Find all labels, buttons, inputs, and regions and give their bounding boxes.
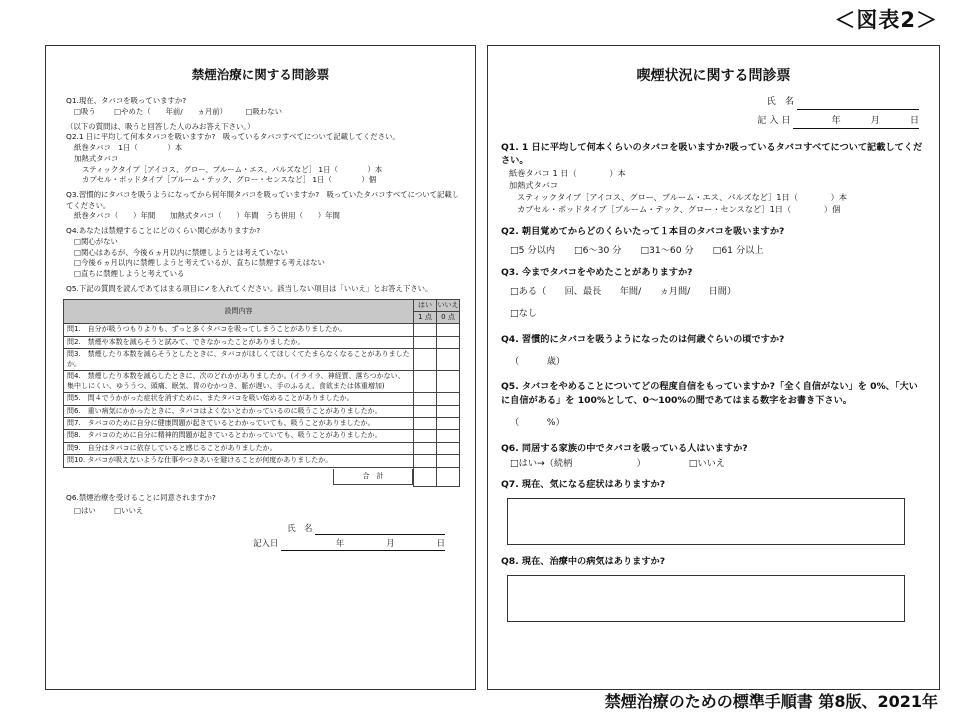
table-row: [64, 442, 460, 454]
question-text: Q4.あなたは禁煙することにどのくらい関心がありますか?: [66, 226, 261, 236]
answer-line[interactable]: カプセル・ポッドタイプ［プルーム・テック、グロー・センスなど］1日（ ）個: [517, 203, 841, 214]
question-6-text: Q6. 同居する家族の中でタバコを吸っている人はいますか?: [501, 442, 748, 454]
footer-citation: 禁煙治療のための標準手順書 第8版、2021年: [604, 692, 938, 711]
option[interactable]: □直ちに禁煙しようと考えている: [74, 269, 185, 279]
question-cell: 問3. 禁煙したり本数を減らそうとしたときに、タバコがほしくてほしくてたまらなくなることがありましたか。: [64, 349, 414, 371]
question-3: [66, 190, 463, 222]
answer-line[interactable]: カプセル・ポッドタイプ［プルーム・テック、グロー・センスなど］ 1日（ ）個: [82, 175, 377, 185]
question-text: Q3.習慣的にタバコを吸うようになってから何年間タバコを吸っていますか? 吸っていたタバコすべてについて記載してください。: [66, 190, 460, 210]
yes-checkbox-cell[interactable]: [414, 455, 437, 467]
date-field[interactable]: [281, 537, 445, 550]
yes-checkbox-cell[interactable]: [414, 349, 437, 371]
option[interactable]: □6～30 分: [573, 244, 622, 256]
question-4-text: Q4. 習慣的にタバコを吸うようになったのは何歳ぐらいの頃ですか?: [501, 333, 785, 345]
question-1-answers: [501, 168, 925, 216]
question-cell: 問9. 自分はタバコに依存していると感じることがありましたか。: [64, 442, 414, 454]
current-illness-textarea[interactable]: [507, 575, 905, 622]
table-row: [64, 371, 460, 393]
question-2-answers: [501, 244, 925, 258]
yes-checkbox-cell[interactable]: [414, 442, 437, 454]
signature-block: [501, 95, 925, 129]
yes-checkbox-cell[interactable]: [414, 336, 437, 348]
age-field[interactable]: （ 歳）: [510, 355, 566, 367]
question-cell: 問5. 問４でうかがった症状を消すために、またタバコを吸い始めることがありましたか。: [64, 393, 414, 405]
question-2-text: Q2. 朝目覚めてからどのくらいたって１本目のタバコを吸いますか?: [501, 225, 785, 237]
no-checkbox-cell[interactable]: [437, 371, 460, 393]
no-checkbox-cell[interactable]: [437, 455, 460, 467]
option-yes[interactable]: □はい→（続柄 ）: [510, 457, 646, 469]
yes-checkbox-cell[interactable]: [414, 430, 437, 442]
question-7-text: Q7. 現在、気になる症状はありますか?: [501, 479, 666, 491]
question-cell: 問2. 禁煙や本数を減らそうと試みて、できなかったことがありましたか。: [64, 336, 414, 348]
smoking-status-questionnaire: [487, 45, 940, 690]
no-checkbox-cell[interactable]: [437, 393, 460, 405]
option[interactable]: □関心はあるが、今後６ヵ月以内に禁煙しようとは考えていない: [74, 247, 288, 257]
answer-line: 加熱式タバコ: [74, 153, 119, 163]
page-title: 喫煙状況に関する問診票: [636, 68, 791, 84]
question-3-text: Q3. 今までタバコをやめたことがありますか?: [501, 267, 693, 279]
yes-points: 1 点: [414, 312, 437, 324]
answer-line[interactable]: 紙巻タバコ 1 日（ ）本: [509, 168, 626, 179]
total-no-cell[interactable]: [437, 467, 460, 486]
no-checkbox-cell[interactable]: [437, 324, 460, 336]
no-checkbox-cell[interactable]: [437, 442, 460, 454]
year-label: 年: [335, 538, 345, 549]
question-8-text: Q8. 現在、治療中の病気はありますか?: [501, 556, 666, 568]
name-field[interactable]: [315, 522, 445, 535]
question-text: Q2.1 日に平均して何本タバコを吸いますか? 吸っているタバコすべてについて記載してください。: [66, 132, 400, 142]
no-header: いいえ: [437, 299, 460, 311]
no-checkbox-cell[interactable]: [437, 336, 460, 348]
no-checkbox-cell[interactable]: [437, 430, 460, 442]
question-4: [66, 226, 463, 280]
question-1-text: Q1. 1 日に平均して何本くらいのタバコを吸いますか?吸っているタバコすべてについて記載してください。: [501, 141, 923, 167]
table-row: [64, 417, 460, 429]
yes-checkbox-cell[interactable]: [414, 324, 437, 336]
name-label: 氏 名: [287, 523, 313, 534]
answer-line: 加熱式タバコ: [509, 180, 559, 191]
table-row: [64, 324, 460, 336]
page-title: 禁煙治療に関する問診票: [191, 67, 330, 82]
question-cell: 問10. タバコが吸えないような仕事やつきあいを避けることが何度かありましたか。: [64, 455, 414, 467]
symptoms-textarea[interactable]: [507, 498, 905, 545]
question-6: [66, 493, 463, 517]
option[interactable]: □5 分以内: [510, 244, 556, 256]
question-text: Q1.現在、タバコを吸っていますか?: [66, 96, 187, 106]
dependence-table: [63, 299, 460, 487]
option[interactable]: □31～60 分: [640, 244, 694, 256]
month-label: 月: [386, 538, 395, 549]
yes-checkbox-cell[interactable]: [414, 393, 437, 405]
name-field[interactable]: [797, 95, 919, 110]
yes-header: はい: [414, 299, 437, 311]
table-header: 設問内容: [64, 299, 414, 324]
option[interactable]: □今後６ヵ月以内に禁煙しようと考えているが、直ちに禁煙する考えはない: [74, 258, 325, 268]
question-5: [66, 284, 463, 295]
table-row: [64, 455, 460, 467]
option-smoke[interactable]: □吸う: [74, 106, 96, 116]
total-label: 合 計: [333, 469, 413, 485]
note-text: （以下の質問は、吸うと回答した人のみお答え下さい。）: [66, 121, 255, 131]
date-label: 記入日: [253, 538, 279, 549]
question-5-text: Q5. タバコをやめることについてどの程度自信をもっていますか?「全く自信がない」を 0%、「大いに自信がある」を 100%として、0～100%の間であてはまる数字をお書き下さい。: [501, 381, 918, 407]
smoking-cessation-questionnaire: [45, 45, 476, 690]
day-label: 日: [436, 538, 445, 549]
no-checkbox-cell[interactable]: [437, 405, 460, 417]
option[interactable]: □61 分以上: [712, 244, 764, 256]
option-no[interactable]: □いいえ: [114, 506, 144, 516]
answer-line[interactable]: 紙巻タバコ（ ）年間 加熱式タバコ（ ）年間 うち併用（ ）年間: [74, 211, 340, 221]
table-row: [64, 393, 460, 405]
year-label: 年: [831, 114, 841, 126]
option-no[interactable]: □なし: [510, 307, 538, 319]
date-field[interactable]: [793, 114, 919, 129]
option[interactable]: □関心がない: [74, 236, 118, 246]
figure-label: ＜図表2＞: [834, 8, 938, 32]
day-label: 日: [909, 114, 919, 126]
table-row: [64, 405, 460, 417]
signature-block: [66, 522, 463, 550]
answer-line[interactable]: スティックタイプ［アイコス、グロー、プルーム・エス、パルズなど］1日（ ）本: [517, 191, 848, 202]
option-yes[interactable]: □はい: [74, 506, 96, 516]
total-yes-cell[interactable]: [414, 467, 437, 486]
option-no[interactable]: □いいえ: [688, 457, 725, 469]
no-checkbox-cell[interactable]: [437, 349, 460, 371]
option-never[interactable]: □吸わない: [245, 106, 282, 116]
question-6-answers: [501, 457, 925, 471]
date-label: 記 入 日: [757, 114, 791, 126]
option-quit[interactable]: □やめた（ 年前/ ヵ月前）: [114, 106, 228, 116]
no-points: 0 点: [437, 312, 460, 324]
question-text: Q5.下記の質問を読んであてはまる項目に✓を入れてください。該当しない項目は「いいえ」とお答え下さい。: [66, 283, 433, 293]
question-cell: 問1. 自分が吸うつもりよりも、ずっと多くタバコを吸ってしまうことがありましたか。: [64, 324, 414, 336]
name-label: 氏 名: [766, 96, 795, 107]
question-cell: 問6. 重い病気にかかったときに、タバコはよくないとわかっているのに吸うことがありましたか。: [64, 405, 414, 417]
table-row: [64, 349, 460, 371]
option-yes[interactable]: □ある（ 回、最長 年間/ ヵ月間/ 日間）: [510, 286, 737, 298]
question-cell: 問4. 禁煙したり本数を減らしたときに、次のどれかがありましたか。(イライラ、神経質、落ちつかない、集中しにくい、ゆううつ、頭痛、眠気、胃のむかつき、脈が遅い、手のふるえ、食欲または体重増加): [64, 371, 414, 393]
table-row: [64, 430, 460, 442]
question-2: [66, 132, 463, 186]
month-label: 月: [870, 114, 880, 126]
yes-checkbox-cell[interactable]: [414, 371, 437, 393]
question-text: Q6.禁煙治療を受けることに同意されますか?: [66, 492, 216, 502]
confidence-field[interactable]: （ %）: [510, 416, 565, 428]
answer-line[interactable]: スティックタイプ［アイコス、グロー、プルーム・エス、パルズなど］ 1日（ ）本: [82, 164, 383, 174]
table-row: [64, 336, 460, 348]
yes-checkbox-cell[interactable]: [414, 417, 437, 429]
question-1: [66, 96, 463, 117]
no-checkbox-cell[interactable]: [437, 417, 460, 429]
answer-line[interactable]: 紙巻タバコ 1日（ ）本: [74, 143, 183, 153]
question-cell: 問8. タバコのために自分に精神的問題が起きているとわかっていても、吸うことがありましたか。: [64, 430, 414, 442]
yes-checkbox-cell[interactable]: [414, 405, 437, 417]
question-cell: 問7. タバコのために自分に健康問題が起きているとわかっていても、吸うことがありましたか。: [64, 417, 414, 429]
